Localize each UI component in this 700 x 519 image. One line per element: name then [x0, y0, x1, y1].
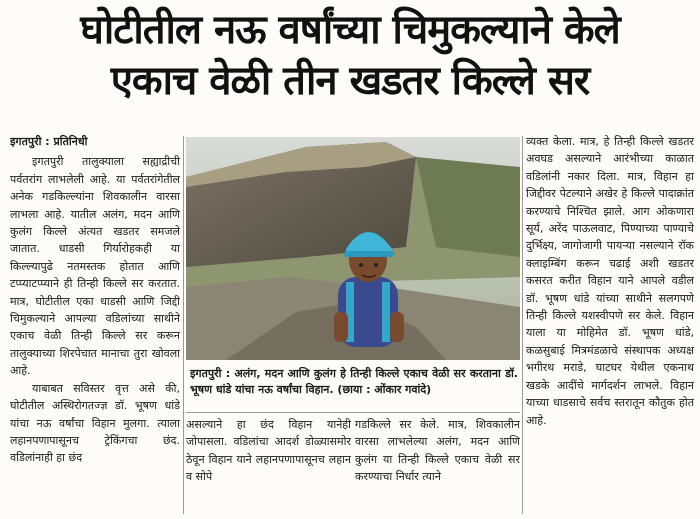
photo-illustration — [186, 137, 520, 360]
paragraph-5: व्यक्त केला. मात्र, हे तिन्ही किल्ले खडतर अवघड असल्याने आरंभीच्या काळात वडिलांनी नकार दिला. मात्र, विहान हा जिद्दीवर पेटल्याने अखेर हे किल्ले पादाक्रांत करण्याचे निश्चित झाले. आग ओकणारा सूर्य, अरेंद पाऊलवाट, पिण्याच्या पाण्याचे दुर्भिक्ष्य, जागोजागी पायऱ्या नसल्याने रॉक क्लाइम्बिंग करून चढाई अशी खडतर कसरत करीत विहान याने आपले वडील डॉ. भूषण धांडे यांच्या साथीने सलगपणे तिन्ही किल्ले यशस्वीपणे सर केले. विहान याला या मोहिमेत डॉ. भूषण धांडे, कळसुबाई मित्रमंडळाचे संस्थापक अध्यक्ष भगीरथ मराडे, घाटघर येथील एकनाथ खडके आदींचे मार्गदर्शन लाभले. विहान याच्या धाडसाचे सर्वच स्तरातून कौतुक होत आहे. — [526, 135, 694, 427]
headline-line-2: एकाच वेळी तीन खडतर किल्ले सर — [110, 58, 590, 104]
article-column-3 — [526, 133, 694, 517]
paragraph-2: याबाबत सविस्तर वृत्त असे की, घोटीतील अस्थिरोगतज्ज्ञ डॉ. भूषण धांडे यांचा नऊ वर्षांचा विहान मुलगा. त्याला लहानपणापासूनच ट्रेकिंगचा छंद. वडिलांनाही हा छंद — [10, 381, 180, 465]
paragraph-1: इगतपुरी तालुक्याला सह्याद्रीची पर्वतरांग लाभलेली आहे. या पर्वतरांगेतील अनेक गडकिल्ल्यांना शिवकालीन वारसा लाभला आहे. यातील अलंग, मदन आणि कुलंग किल्ले अंत्यत खडतर समजले जातात. धाडसी गिर्यारोहकही या किल्ल्यापुढे नतमस्तक होतात आणि टप्प्याटप्प्याने ही तिन्ही किल्ले सर करतात. मात्र, घोटीतील एका धाडसी आणि जिद्दी चिमुकल्याने आपल्या वडिलांच्या साथीने एकाच वेळी तिन्ही किल्ले सर करून तालुक्याच्या शिरपेचात मानाचा तुरा खोवला आहे. — [10, 155, 180, 378]
paragraph-4: गडकिल्ले सर केले. मात्र, शिवकालीन वारसा लाभलेल्या अलंग, मदन आणि कुलंग या तिन्ही किल्ले एकाच वेळी सर करण्याचा निर्धार त्याने — [355, 418, 520, 484]
dateline: इगतपुरी : प्रतिनिधी — [10, 135, 88, 148]
article-column-2b — [355, 416, 520, 516]
article-column-2a — [186, 416, 351, 516]
column-divider-right — [522, 136, 523, 514]
photo-caption: इगतपुरी : अलंग, मदन आणि कुलंग हे तिन्ही किल्ले एकाच वेळी सर करताना डॉ. भूषण धांडे यांचा नऊ वर्षांचा विहान. (छाया : ओंकार गवांदे) — [190, 367, 518, 396]
caption-divider — [186, 412, 520, 413]
headline-line-1: घोटीतील नऊ वर्षांच्या चिमुकल्याने केले — [80, 7, 620, 53]
headline — [0, 4, 700, 106]
paragraph-3: असल्याने हा छंद विहान यानेही जोपासला. वडिलांचा आदर्श डोळ्यासमोर ठेवून विहान याने लहानपणापासूनच लहान व सोपे — [186, 418, 351, 484]
news-photo — [186, 137, 520, 360]
column-divider — [183, 136, 184, 514]
article-column-1 — [10, 133, 180, 517]
